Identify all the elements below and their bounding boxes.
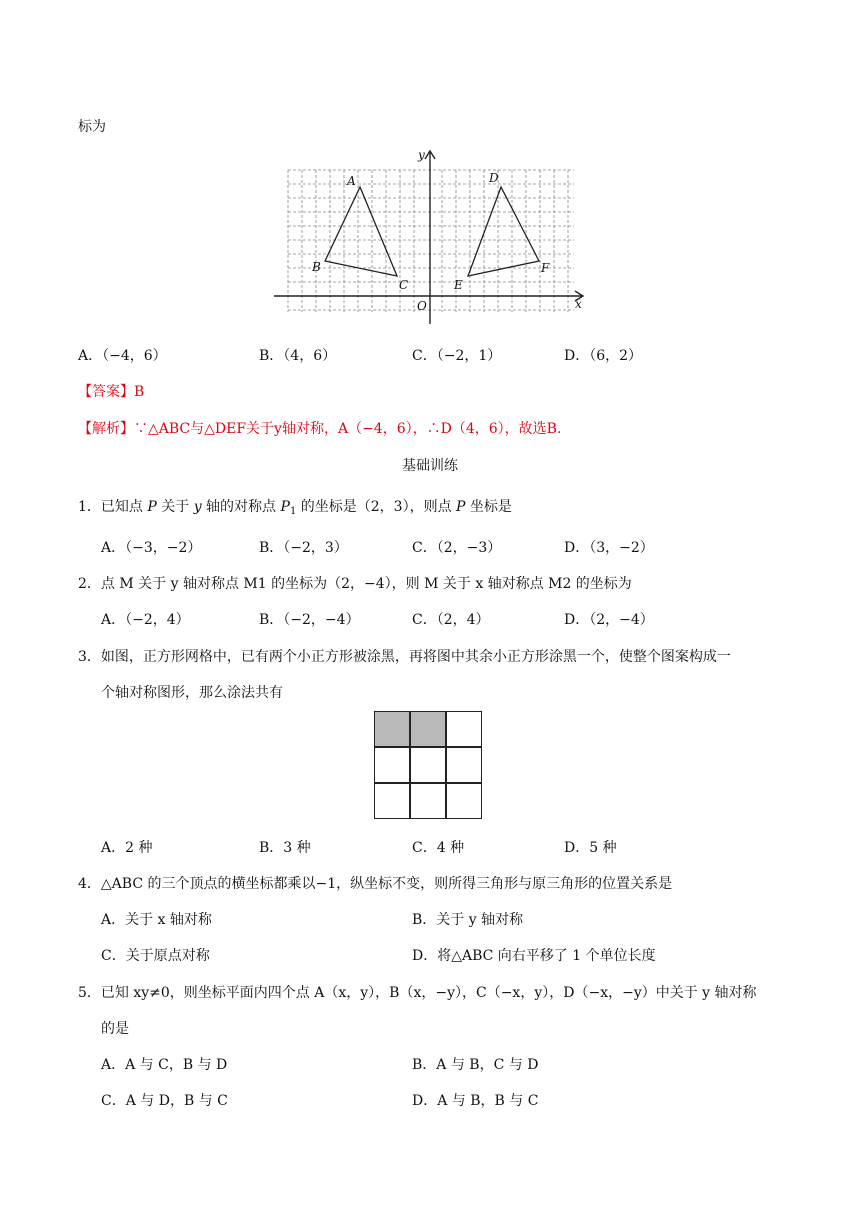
q1-option-d: D．（3，−2） [564, 540, 654, 556]
origin-label: O [417, 299, 427, 313]
q1-point-p: P [147, 499, 157, 515]
q5-option-a: A．A 与 C，B 与 D [101, 1057, 228, 1073]
analysis-line [78, 418, 561, 438]
intro-text: 标为 [78, 119, 106, 135]
grid-cell-shaded [374, 711, 410, 747]
answer-value: B [134, 384, 145, 400]
q5-stem-line1: 5．已知 xy≠0，则坐标平面内四个点 A（x，y），B（x，−y），C（−x，y），D（−x，−y）中关于 y 轴对称 [78, 985, 757, 1001]
q1-text-c: 轴的对称点 [201, 499, 281, 515]
point-f-label: F [541, 261, 550, 275]
grid-cell-shaded [410, 711, 446, 747]
q1-text-b: 关于 [156, 499, 194, 515]
q1-point-p1-sub: 1 [289, 506, 297, 517]
q1-text-e: 坐标是 [465, 499, 512, 515]
grid-cell [410, 747, 446, 783]
answer-tag: 【答案】 [78, 384, 134, 400]
q4-option-a: A．关于 x 轴对称 [101, 912, 212, 928]
q2-option-c: C．（2，4） [412, 612, 490, 628]
q5-option-b: B．A 与 B，C 与 D [412, 1057, 539, 1073]
section-title: 基础训练 [402, 458, 458, 474]
analysis-tag: 【解析】 [78, 421, 134, 437]
point-e-label: E [454, 278, 463, 292]
q4-option-c: C．关于原点对称 [101, 948, 210, 964]
coordinate-figure [268, 142, 592, 328]
q5-option-c: C．A 与 D，B 与 C [101, 1093, 228, 1109]
q3-option-c: C．4 种 [412, 840, 465, 856]
y-axis-label: y [418, 148, 425, 162]
q1-point-p2: P [456, 499, 466, 515]
q3-option-b: B．3 种 [259, 840, 311, 856]
grid-cell [410, 783, 446, 819]
q2-option-a: A．（−2，4） [101, 612, 190, 628]
q0-option-b: B．（4，6） [259, 348, 337, 364]
q4-stem: 4．△ABC 的三个顶点的横坐标都乘以−1，纵坐标不变，则所得三角形与原三角形的位置关系是 [78, 876, 673, 892]
x-axis-label: x [575, 297, 582, 311]
q1-point-p1: P [280, 499, 290, 515]
q2-option-b: B．（−2，−4） [259, 612, 360, 628]
point-a-label: A [347, 174, 356, 188]
grid-cell [446, 783, 482, 819]
grid-cell [446, 711, 482, 747]
q3-stem-line1: 3．如图，正方形网格中，已有两个小正方形被涂黑，再将图中其余小正方形涂黑一个，使整个图案构成一 [78, 649, 731, 665]
q2-option-d: D．（2，−4） [564, 612, 654, 628]
q5-stem-line2: 的是 [101, 1021, 129, 1037]
analysis-text: ∵△ABC与△DEF关于y轴对称，A（−4，6），∴D（4，6），故选B. [134, 421, 562, 437]
q3-stem-line2: 个轴对称图形，那么涂法共有 [101, 685, 283, 701]
grid-cell [374, 783, 410, 819]
q0-option-a: A．（−4，6） [78, 348, 167, 364]
q1-option-c: C．（2，−3） [412, 540, 502, 556]
q5-option-d: D．A 与 B，B 与 C [412, 1093, 539, 1109]
q1-stem [78, 496, 512, 516]
q1-option-a: A．（−3，−2） [101, 540, 202, 556]
q2-stem: 2．点 M 关于 y 轴对称点 M1 的坐标为（2，−4），则 M 关于 x 轴对称点 M2 的坐标为 [78, 576, 632, 592]
q0-option-d: D．（6，2） [564, 348, 643, 364]
q4-option-b: B．关于 y 轴对称 [412, 912, 524, 928]
q4-option-d: D．将△ABC 向右平移了 1 个单位长度 [412, 948, 656, 964]
q1-text-d: 的坐标是（2，3），则点 [296, 499, 457, 515]
q1-option-b: B．（−2，3） [259, 540, 348, 556]
point-b-label: B [312, 260, 321, 274]
grid-cell [446, 747, 482, 783]
q1-text-a: 1．已知点 [78, 499, 148, 515]
q3-option-d: D．5 种 [564, 840, 617, 856]
q0-option-c: C．（−2，1） [412, 348, 502, 364]
square-grid-figure [374, 711, 482, 819]
grid-cell [374, 747, 410, 783]
q3-option-a: A．2 种 [101, 840, 153, 856]
answer-line [78, 381, 144, 401]
point-d-label: D [489, 171, 499, 185]
point-c-label: C [399, 278, 409, 292]
q1-axis-y: y [193, 499, 202, 515]
